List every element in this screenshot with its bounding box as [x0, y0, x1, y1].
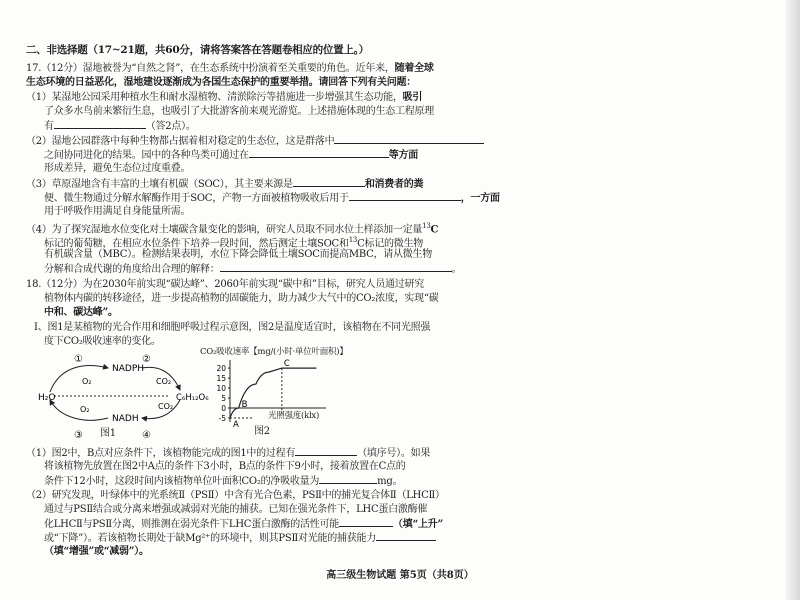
q18-intro-text: （12分）为在2030年前实现“碳达峰”、2060年前实现“碳中和”目标，研究人员通过研究	[41, 279, 424, 290]
q18-s2-option: （填“上升”	[392, 519, 443, 530]
figure-2-xlabel: 光照强度(klx)	[268, 411, 320, 421]
q17-part4-carbon: C	[430, 224, 439, 236]
arrow-process-1	[50, 366, 108, 392]
label-o2-top: O₂	[82, 377, 92, 386]
q18-s2-line3	[44, 517, 443, 531]
q17-intro-bold: 随着全球	[394, 63, 434, 74]
page-edge-shadow	[786, 0, 800, 600]
q17-part2-text-2: 之间协同进化的结果。园中的各种鸟类可通过在	[44, 150, 249, 161]
figure-1-diagram	[30, 348, 220, 443]
q17-part4-isotope: 13	[422, 222, 431, 230]
q17-part2-line3: 形成差异，避免生态位过度重叠。	[44, 163, 191, 174]
q17-part1-text: （1）某湿地公园采用种植水生和耐水湿植物、清淤除污等措施进一步增强其生态功能，	[26, 92, 403, 103]
y-tick-label: 20	[216, 364, 226, 374]
q17-part2-line2	[44, 148, 418, 162]
q17-part2-answer-blank-1[interactable]	[334, 134, 484, 144]
q17-part1-line3	[44, 119, 196, 133]
point-label-b: B	[241, 400, 248, 410]
q18-s2-line4	[44, 531, 436, 545]
marker-3: ③	[74, 430, 83, 441]
q18-s1-line2: 将该植物先放置在图2中A点的条件下3小时，B点的条件下9小时，接着放置在C点的	[44, 461, 406, 472]
q18-s2-line2: 通过与PSⅡ结合或分离来增强或减弱对光能的捕获。已知在强光条件下，LHC蛋白激酶催	[44, 504, 428, 515]
q17-part4-text-4: 分解和合成代谢的角度给出合理的解释：	[44, 264, 220, 275]
q17-part3-suffix: 和消费者的粪	[364, 179, 424, 190]
q17-part4-line4	[44, 262, 461, 276]
q18-s2-text-3: 化LHCⅡ与PSⅡ分离，则推测在弱光条件下LHC蛋白激酶的活性可能	[44, 519, 339, 530]
q17-part4-isotope-2: 13	[348, 236, 358, 244]
q17-part4-text-2: 标记的葡萄糖，在相应水位条件下培养一段时间，然后测定土壤SOC和	[44, 238, 349, 250]
q18-s1-unit: mg。	[377, 476, 403, 487]
q18-s1-answer-blank-1[interactable]	[295, 446, 357, 456]
q18-intro-line1	[26, 278, 424, 291]
q17-part3-answer-blank-2[interactable]	[349, 191, 461, 201]
q17-part4-line3: 有机碳含量（MBC）。检测结果表明，水位下降会降低土壤SOC而提高MBC，请从微生物	[44, 249, 433, 260]
figure-2-ylabel: CO₂吸收速率【mg/(小时·单位叶面积)】	[200, 347, 348, 357]
y-tick-label: 15	[216, 374, 226, 384]
section-heading: 二、非选择题（17~21题，共60分，请将答案答在答题卷相应的位置上。）	[26, 44, 369, 56]
q17-number: 17.	[26, 63, 42, 74]
q18-part-i-line1: Ⅰ、图1是某植物的光合作用和细胞呼吸过程示意图，图2是温度适宜时，该植物在不同光照强	[34, 322, 431, 333]
q17-part1-suffix: （答2点）。	[145, 121, 196, 132]
q18-part-i-line2: 度下CO₂吸收速率的变化。	[44, 336, 161, 347]
label-o2-bottom: O₂	[80, 405, 90, 414]
arrow-process-4	[50, 400, 108, 420]
q18-number: 18.	[26, 279, 42, 290]
q18-s2-text-4: 或“下降”）。若该植物长期处于缺Mg²⁺的环境中，则其PSⅡ对光能的捕获能力	[44, 533, 377, 544]
q18-s2-answer-blank-1[interactable]	[339, 517, 393, 527]
q17-part3-answer-blank-1[interactable]	[293, 177, 365, 187]
marker-2: ②	[142, 354, 151, 365]
q17-part2-answer-blank-2[interactable]	[249, 148, 389, 158]
label-c6h12o6: C₆H₁₂O₆	[176, 393, 209, 403]
q17-intro-line2: 生态环境的日益恶化，湿地建设逐渐成为各国生态保护的重要举措。请回答下列有关问题：	[26, 77, 416, 88]
q17-intro-text: （12分）湿地被誉为“自然之肾”，在生态系统中扮演着至关重要的角色。近年来，	[41, 63, 395, 74]
q18-intro-line3: 中和、碳达峰”。	[44, 307, 118, 318]
q18-s2-answer-blank-2[interactable]	[376, 531, 436, 541]
q17-part1-prefix: 有	[44, 121, 54, 132]
q18-s1-answer-blank-2[interactable]	[319, 474, 377, 484]
point-label-c: C	[283, 359, 290, 370]
y-tick-label: 5	[221, 394, 226, 404]
q18-s1-text-3: 条件下12小时，这段时间内该植物单位叶面积CO₂的净吸收量为	[44, 476, 320, 487]
label-nadph: NADPH	[112, 364, 145, 374]
page-footer: 高三级生物试题 第5页（共8页）	[326, 570, 474, 581]
q17-part3-line2	[44, 191, 500, 205]
q17-part4-text: （4）为了探究湿地水位变化对土壤碳含量变化的影响，研究人员取不同水位土样添加一定量	[26, 224, 423, 236]
label-co2-top: CO₂	[156, 377, 172, 386]
q17-part3-text-2: 便、微生物通过分解水解酶作用于SOC，产物一方面被植物吸收后用于	[44, 193, 349, 204]
point-label-a: A	[233, 419, 239, 430]
q17-part3-text: （3）草原湿地含有丰富的土壤有机碳（SOC），其主要来源是	[26, 179, 293, 190]
y-tick-label: 10	[216, 384, 226, 394]
q17-part3-line3: 用于呼吸作用满足自身能量所需。	[44, 206, 191, 217]
q17-part4-answer-blank[interactable]	[220, 262, 452, 272]
figure-1-caption: 图1	[100, 428, 116, 439]
q18-s1-text: （1）图2中，B点对应条件下，该植物能完成的图1中的过程有	[26, 448, 296, 459]
q18-s2-line1: （2）研究发现，叶绿体中的光系统Ⅱ（PSⅡ）中含有光合色素，PSⅡ中的捕光复合体Ⅱ（LHCⅡ）	[26, 490, 445, 501]
q18-s1-line3	[44, 474, 402, 488]
marker-4: ④	[142, 430, 151, 441]
label-co2-bottom: CO₂	[158, 402, 174, 411]
figure-2-caption: 图2	[254, 426, 270, 437]
label-h2o: H₂O	[38, 393, 56, 403]
q17-part1-line1	[26, 91, 422, 104]
q17-part1-line2: 了众多水鸟前来繁衍生息，也吸引了大批游客前来观光游览。上述措施体现的生态工程原理	[44, 106, 434, 117]
q17-part4-end: 。	[451, 264, 462, 275]
q17-part2-line1	[26, 134, 484, 148]
q18-s1-suffix: （填序号）。如果	[357, 448, 431, 459]
q18-s2-line5: （填“增强”或“减弱”）。	[44, 546, 149, 557]
q17-part1-bold: 吸引	[402, 92, 423, 103]
q17-part2-suffix: 等方面	[388, 150, 418, 161]
q17-part2-text: （2）湿地公园群落中每种生物都占据着相对稳定的生态位，这是群落中	[26, 136, 335, 147]
q17-part3-line1	[26, 177, 423, 191]
q17-part4-text-3: C标记的微生物	[357, 238, 424, 250]
q17-intro-line1	[26, 62, 434, 75]
q18-s1-line1	[26, 446, 430, 460]
marker-1: ①	[74, 354, 83, 365]
y-tick-label: 0	[221, 404, 226, 413]
q18-intro-line2: 植物体内碳的转移途径，进一步提高植物的固碳能力，助力减少大气中的CO₂浓度，实现“碳	[44, 293, 439, 304]
label-nadh: NADH	[112, 414, 139, 424]
q17-part3-suffix-2: ，一方面	[460, 193, 500, 204]
q17-part1-answer-blank[interactable]	[54, 119, 146, 129]
y-tick-label: -5	[218, 413, 226, 423]
